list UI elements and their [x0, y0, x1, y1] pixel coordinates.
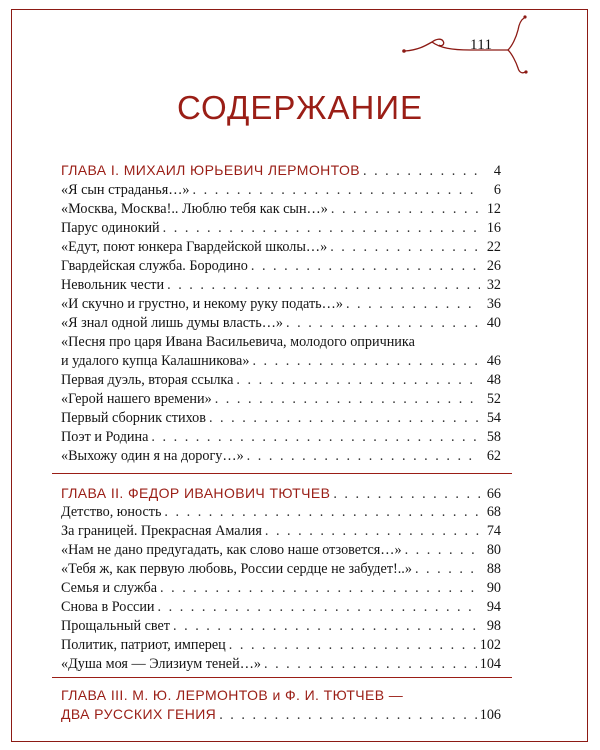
page-ref: 90: [486, 580, 501, 596]
page-ref: 4: [493, 163, 501, 179]
page-ref: 58: [486, 429, 501, 445]
page-ref: 62: [486, 448, 501, 464]
leader-dots: [405, 541, 480, 559]
toc-entry[interactable]: [61, 352, 501, 370]
page-ref: 106: [479, 707, 501, 723]
toc-entry[interactable]: [61, 409, 501, 427]
page-ref: 104: [479, 656, 501, 672]
leader-dots: [167, 276, 480, 294]
entry-title: «Москва, Москва!.. Люблю тебя как сын…»: [61, 201, 328, 217]
chapter-title: ГЛАВА I. МИХАИЛ ЮРЬЕВИЧ ЛЕРМОНТОВ: [61, 162, 360, 178]
leader-dots: [286, 314, 480, 332]
page-ref: 16: [486, 220, 501, 236]
leader-dots: [265, 522, 480, 540]
section-divider: [52, 677, 512, 678]
page-ref: 36: [486, 296, 501, 312]
toc-entry[interactable]: [61, 276, 501, 294]
entry-title: За границей. Прекрасная Амалия: [61, 523, 262, 539]
page-ref: 102: [479, 637, 501, 653]
toc-entry[interactable]: [61, 428, 501, 446]
leader-dots: [236, 371, 480, 389]
leader-dots: [363, 162, 480, 180]
page-ref: 94: [486, 599, 501, 615]
chapter-1-row[interactable]: [61, 161, 501, 179]
toc-entry[interactable]: [61, 181, 501, 199]
chapter-2-row[interactable]: [61, 484, 501, 502]
page-ref: 48: [486, 372, 501, 388]
toc-entry[interactable]: [61, 200, 501, 218]
page-title: СОДЕРЖАНИЕ: [176, 89, 424, 126]
toc-entry[interactable]: [61, 560, 501, 578]
chapter-title: ДВА РУССКИХ ГЕНИЯ: [61, 706, 217, 722]
chapter-3-title-line1[interactable]: ГЛАВА III. М. Ю. ЛЕРМОНТОВ и Ф. И. ТЮТЧЕВ —: [61, 687, 404, 703]
page-ref: 66: [486, 486, 501, 502]
page-ref: 98: [486, 618, 501, 634]
toc-entry[interactable]: [61, 371, 501, 389]
page-number: 111: [470, 37, 493, 53]
entry-title: Детство, юность: [61, 504, 162, 520]
toc-entry[interactable]: [61, 295, 501, 313]
leader-dots: [164, 503, 480, 521]
page-ref: 80: [486, 542, 501, 558]
leader-dots: [160, 579, 480, 597]
entry-title: Первый сборник стихов: [61, 410, 206, 426]
entry-title: «Едут, поют юнкера Гвардейской школы…»: [61, 239, 328, 255]
toc-entry[interactable]: [61, 219, 501, 237]
page-ref: 12: [486, 201, 501, 217]
toc-entry[interactable]: [61, 522, 501, 540]
entry-title: «Душа моя — Элизиум теней…»: [61, 656, 261, 672]
leader-dots: [346, 295, 480, 313]
page-ref: 32: [486, 277, 501, 293]
leader-dots: [219, 706, 477, 724]
entry-title: Снова в России: [61, 599, 155, 615]
leader-dots: [330, 238, 480, 256]
page-ref: 74: [486, 523, 501, 539]
leader-dots: [151, 428, 480, 446]
entry-title: «Герой нашего времени»: [61, 391, 212, 407]
entry-title: «Я сын страданья…»: [61, 182, 190, 198]
page-ref: 52: [486, 391, 501, 407]
leader-dots: [415, 560, 480, 578]
page-ref: 68: [486, 504, 501, 520]
leader-dots: [333, 485, 480, 503]
toc-entry[interactable]: [61, 314, 501, 332]
toc-entry[interactable]: [61, 257, 501, 275]
toc-entry[interactable]: [61, 238, 501, 256]
leader-dots: [163, 219, 480, 237]
page-ref: 46: [486, 353, 501, 369]
leader-dots: [247, 447, 480, 465]
entry-title: Гвардейская служба. Бородино: [61, 258, 248, 274]
toc-entry[interactable]: [61, 655, 501, 673]
entry-title: «Я знал одной лишь думы власть…»: [61, 315, 284, 331]
entry-title: «Выхожу один я на дорогу…»: [61, 448, 244, 464]
entry-title: Невольник чести: [61, 277, 165, 293]
entry-title: Поэт и Родина: [61, 429, 149, 445]
page-ref: 6: [493, 182, 501, 198]
toc-entry[interactable]: [61, 447, 501, 465]
entry-title: Прощальный свет: [61, 618, 171, 634]
leader-dots: [209, 409, 480, 427]
leader-dots: [252, 352, 480, 370]
toc-entry[interactable]: [61, 390, 501, 408]
page-ref: 40: [486, 315, 501, 331]
toc-entry[interactable]: [61, 598, 501, 616]
leader-dots: [158, 598, 480, 616]
toc-entry[interactable]: [61, 503, 501, 521]
leader-dots: [173, 617, 480, 635]
entry-title: Парус одинокий: [61, 220, 160, 236]
chapter-title: ГЛАВА II. ФЕДОР ИВАНОВИЧ ТЮТЧЕВ: [61, 485, 331, 501]
entry-title: Семья и служба: [61, 580, 158, 596]
entry-title: «Нам не дано предугадать, как слово наше отзовется…»: [61, 542, 402, 558]
section-divider: [52, 473, 512, 474]
toc-entry[interactable]: [61, 636, 501, 654]
leader-dots: [331, 200, 480, 218]
entry-title: и удалого купца Калашникова»: [61, 353, 250, 369]
toc-entry[interactable]: [61, 617, 501, 635]
page-ref: 22: [486, 239, 501, 255]
page-ref: 26: [486, 258, 501, 274]
chapter-3-row[interactable]: [61, 705, 501, 723]
entry-title: «И скучно и грустно, и некому руку подать…»: [61, 296, 343, 312]
page-ref: 88: [486, 561, 501, 577]
leader-dots: [251, 257, 480, 275]
entry-title: Первая дуэль, вторая ссылка: [61, 372, 234, 388]
entry-title: «Тебя ж, как первую любовь, России сердце не забудет!..»: [61, 561, 412, 577]
toc-entry[interactable]: [61, 541, 501, 559]
page-ref: 54: [486, 410, 501, 426]
leader-dots: [215, 390, 480, 408]
leader-dots: [264, 655, 477, 673]
entry-title-line1[interactable]: «Песня про царя Ивана Васильевича, молодого опричника: [61, 334, 415, 350]
leader-dots: [229, 636, 477, 654]
leader-dots: [193, 181, 480, 199]
entry-title: Политик, патриот, имперец: [61, 637, 226, 653]
toc-entry[interactable]: [61, 579, 501, 597]
